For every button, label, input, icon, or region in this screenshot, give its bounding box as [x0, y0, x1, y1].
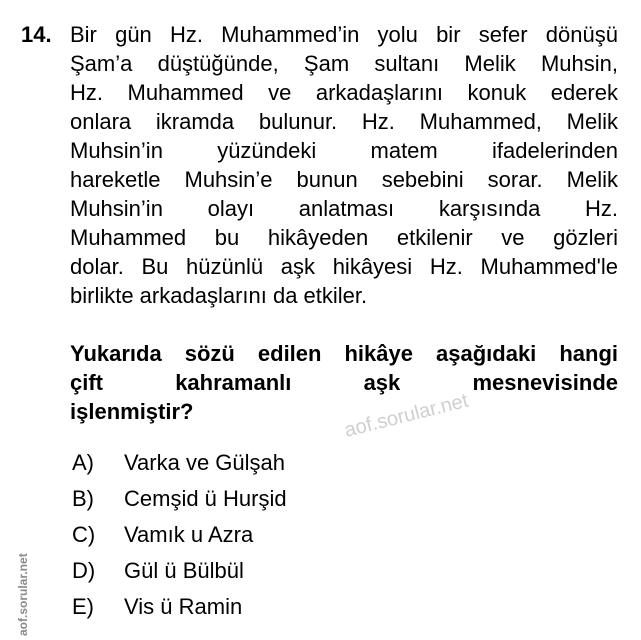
- stem-line: onlara ikramda bulunur. Hz. Muhammed, Melik: [70, 109, 618, 134]
- question-number: 14.: [21, 22, 52, 47]
- option-text: Varka ve Gülşah: [124, 450, 286, 475]
- question-prompt: [70, 339, 618, 426]
- stem-line: Şam’a düştüğünde, Şam sultanı Melik Muhsin,: [70, 51, 618, 76]
- watermark-center: aof.sorular.net: [342, 389, 471, 442]
- option-text: Vis ü Ramin: [124, 594, 243, 619]
- option-letter: A): [72, 450, 94, 475]
- stem-line: Muhsin’in olayı anlatması karşısında Hz.: [70, 196, 618, 221]
- stem-line: Muhsin’in yüzündeki matem ifadelerinden: [70, 138, 618, 163]
- option-text: Vamık u Azra: [124, 522, 254, 547]
- option-text: Cemşid ü Hurşid: [124, 486, 287, 511]
- option-b[interactable]: [72, 481, 472, 517]
- stem-line: Bir gün Hz. Muhammed’in yolu bir sefer dönüşü: [70, 22, 618, 47]
- option-letter: D): [72, 558, 96, 583]
- stem-line: dolar. Bu hüzünlü aşk hikâyesi Hz. Muhammed'le: [70, 254, 618, 279]
- option-e[interactable]: [72, 589, 472, 625]
- option-a[interactable]: [72, 445, 472, 481]
- question-stem: [70, 20, 618, 310]
- watermark-side: aof.sorular.net: [16, 553, 30, 636]
- option-letter: E): [72, 594, 94, 619]
- option-text: Gül ü Bülbül: [124, 558, 244, 583]
- option-letter: B): [72, 486, 94, 511]
- answer-options: [72, 445, 472, 625]
- stem-line: birlikte arkadaşlarını da etkiler.: [70, 283, 368, 308]
- prompt-line: çift kahramanlı aşk mesnevisinde: [70, 370, 618, 395]
- stem-line: hareketle Muhsin’e bunun sebebini sorar. Melik: [70, 167, 618, 192]
- option-letter: C): [72, 522, 96, 547]
- option-c[interactable]: [72, 517, 472, 553]
- option-d[interactable]: [72, 553, 472, 589]
- stem-line: Hz. Muhammed ve arkadaşlarını konuk ederek: [70, 80, 618, 105]
- prompt-line: işlenmiştir?: [70, 399, 194, 424]
- prompt-line: Yukarıda sözü edilen hikâye aşağıdaki hangi: [70, 341, 618, 366]
- stem-line: Muhammed bu hikâyeden etkilenir ve gözleri: [70, 225, 618, 250]
